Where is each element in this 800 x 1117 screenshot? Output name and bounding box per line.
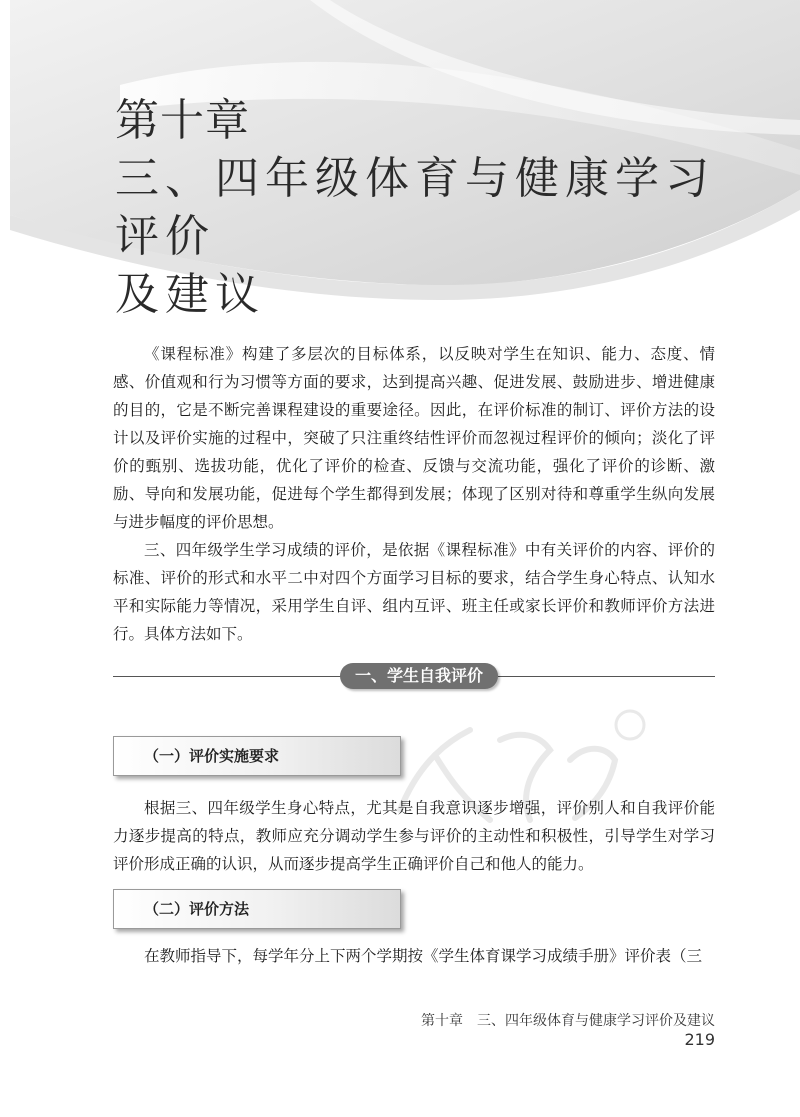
section-heading-self-evaluation: 一、学生自我评价 [340,663,498,689]
running-title: 第十章 三、四年级体育与健康学习评价及建议 [421,1013,715,1029]
section-divider-right [498,676,715,677]
subsection-heading-box-1 [113,736,401,776]
subsection-1-paragraph: 根据三、四年级学生身心特点，尤其是自我意识逐步增强，评价别人和自我评价能力逐步提高的特点，教师应充分调动学生参与评价的主动性和积极性，引导学生对学习评价形成正确的认识，从而逐步提高学生正确评价自己和他人的能力。 [113,799,715,873]
subsection-heading-box-2 [113,889,401,929]
intro-paragraph-2: 三、四年级学生学习成绩的评价，是依据《课程标准》中有关评价的内容、评价的标准、评价的形式和水平二中对四个方面学习目标的要求，结合学生身心特点、认知水平和实际能力等情况，采用学生自评、组内互评、班主任或家长评价和教师评价方法进行。具体方法如下。 [113,541,715,643]
chapter-title-line-2: 及建议 [115,269,265,320]
chapter-number: 第十章 [115,95,250,146]
page-footer [400,1010,715,1049]
section-divider-left [113,676,341,677]
chapter-title-line-1: 三、四年级体育与健康学习评价 [115,153,715,262]
subsection-heading-1: （一）评价实施要求 [144,747,280,765]
chapter-title [115,150,755,324]
subsection-2-paragraph: 在教师指导下，每学年分上下两个学期按《学生体育课学习成绩手册》评价表（三 [144,947,703,965]
subsection-heading-2: （二）评价方法 [144,900,250,918]
intro-paragraph-1: 《课程标准》构建了多层次的目标体系，以反映对学生在知识、能力、态度、情感、价值观和行为习惯等方面的要求，达到提高兴趣、促进发展、鼓励进步、增进健康的目的，它是不断完善课程建设的重要途径。因此，在评价标准的制订、评价方法的设计以及评价实施的过程中，突破了只注重终结性评价而忽视过程评价的倾向；淡化了评价的甄别、选拔功能，优化了评价的检查、反馈与交流功能，强化了评价的诊断、激励、导向和发展功能，促进每个学生都得到发展；体现了区别对待和尊重学生纵向发展与进步幅度的评价思想。 [113,345,715,531]
page-number: 219 [684,1030,715,1049]
